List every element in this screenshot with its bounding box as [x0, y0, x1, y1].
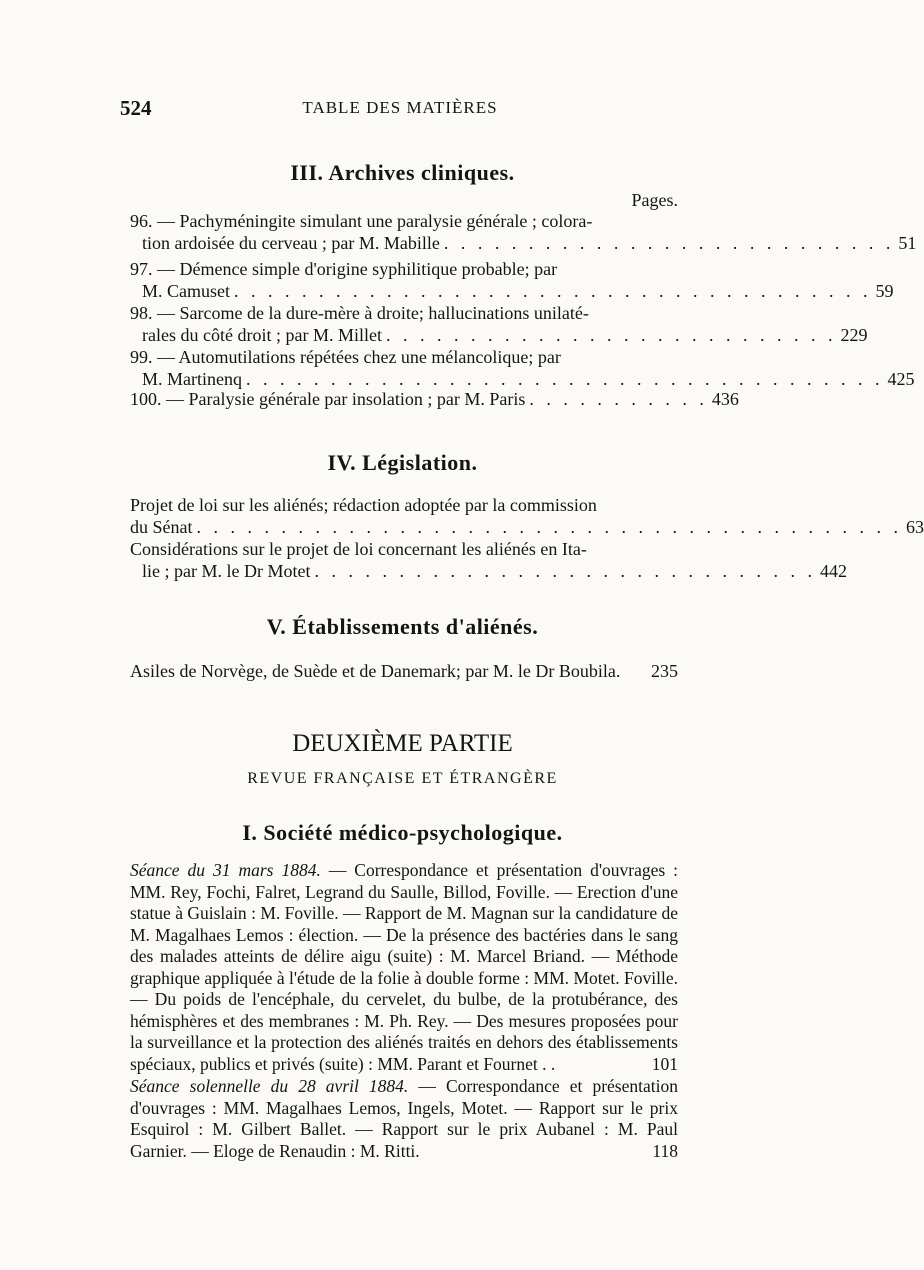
toc-entry — [130, 538, 847, 582]
entry-page: 118 — [652, 1140, 678, 1161]
toc-entry — [130, 494, 924, 538]
entry-line: 99. — Automutilations répétées chez une mélancolique; par — [130, 347, 561, 367]
seance-date: Séance solennelle du 28 avril 1884. — [130, 1076, 409, 1096]
leader-dots: . . . . . . . . . . . . . . . . . . . . . . . . . . . . . . . . . . . . . . — [234, 281, 872, 301]
entry-line: Asiles de Norvège, de Suède et de Danemark; par M. le Dr Boubila. — [130, 661, 621, 681]
toc-entry — [130, 258, 894, 302]
entry-line: M. Camuset — [142, 281, 230, 301]
pages-label: Pages. — [631, 190, 678, 210]
part-subtitle: REVUE FRANÇAISE ET ÉTRANGÈRE — [247, 770, 558, 787]
entry-page: 235 — [651, 661, 678, 681]
entry-line: 97. — Démence simple d'origine syphilitique probable; par — [130, 259, 558, 279]
entry-page: 101 — [651, 1053, 678, 1074]
entry-line: du Sénat — [130, 517, 193, 537]
section-heading-legislation: IV. Législation. — [327, 450, 478, 475]
seance-entry — [130, 860, 678, 1075]
entry-line: Considérations sur le projet de loi concernant les aliénés en Ita- — [130, 539, 587, 559]
toc-entry — [130, 660, 678, 682]
entry-line: 98. — Sarcome de la dure-mère à droite; hallucinations unilaté- — [130, 303, 589, 323]
toc-entry — [130, 302, 868, 346]
entry-line: lie ; par M. le Dr Motet — [142, 561, 311, 581]
page-number: 524 — [120, 96, 152, 120]
entry-line: 100. — Paralysie générale par insolation ; par M. Paris — [130, 389, 526, 409]
entry-line: M. Martinenq — [142, 369, 242, 389]
leader-dots: . . . . . . . . . . . — [529, 389, 708, 409]
entry-page: 59 — [875, 281, 894, 301]
entry-line: Projet de loi sur les aliénés; rédaction adoptée par la commission — [130, 495, 597, 515]
leader-dots: . . . . . . . . . . . . . . . . . . . . . . . . . . . — [443, 233, 895, 253]
section-heading-etablissements: V. Établissements d'aliénés. — [266, 614, 539, 639]
leader-dots: . . . . . . . . . . . . . . . . . . . . . . . . . . . . . . . . . . . . . . — [245, 369, 884, 389]
seance-text: — Correspondance et présentation d'ouvrages : MM. Magalhaes Lemos, Ingels, Motet. — Rapport sur le prix Esquirol : M. Gilbert Ballet. — Rapport sur le prix Aubanel : M. Paul Garnier. — Eloge de Renaudin : M. Ritti. — [130, 1076, 678, 1161]
toc-entry — [130, 210, 917, 254]
entry-line: 96. — Pachyméningite simulant une paralysie générale ; colora- — [130, 211, 593, 231]
entry-page: 442 — [819, 561, 847, 581]
entry-page: 229 — [840, 325, 868, 345]
toc-entry — [130, 346, 915, 390]
entry-page: 436 — [711, 389, 739, 409]
entry-page: 51 — [898, 233, 917, 253]
section-heading-societe: I. Société médico-psychologique. — [242, 820, 563, 845]
leader-dots: . . . . . . . . . . . . . . . . . . . . . . . . . . . — [385, 325, 837, 345]
entry-line: rales du côté droit ; par M. Millet — [142, 325, 382, 345]
leader-dots: . . . . . . . . . . . . . . . . . . . . . . . . . . . . . . . . . . . . . . . . . . — [196, 517, 902, 537]
section-heading-archives: III. Archives cliniques. — [290, 160, 515, 185]
entry-page: 425 — [887, 369, 915, 389]
seance-text: — Correspondance et présentation d'ouvrages : MM. Rey, Fochi, Falret, Legrand du Saulle, Billod, Foville. — Erection d'une statue à Guislain : M. Foville. — Rapport de M. Magnan sur la candidature de M. Magalhaes Lemos : élection. — De la présence des bactéries dans le sang des malades atteints de délire aigu (suite) : M. Marcel Briand. — Méthode graphique appliquée à l'étude de la folie à double forme : MM. Motet. Foville. — Du poids de l'encéphale, du cervelet, du bulbe, de la protubérance, des hémisphères et des membranes : M. Ph. Rey. — Des mesures proposées pour la surveillance et la protection des aliénés traités en dehors des établissements spéciaux, publics et privés (suite) : MM. Parant et Fournet . . — [130, 860, 679, 1074]
entry-page: 63 — [906, 517, 924, 537]
running-head — [120, 96, 680, 120]
leader-dots: . . . . . . . . . . . . . . . . . . . . . . . . . . . . . . — [314, 561, 816, 581]
entry-line: tion ardoisée du cerveau ; par M. Mabille — [142, 233, 440, 253]
running-title: TABLE DES MATIÈRES — [302, 98, 498, 117]
toc-entry — [130, 388, 739, 410]
seance-date: Séance du 31 mars 1884. — [130, 860, 321, 880]
seance-entry — [130, 1076, 678, 1162]
part-title: DEUXIÈME PARTIE — [292, 730, 513, 757]
